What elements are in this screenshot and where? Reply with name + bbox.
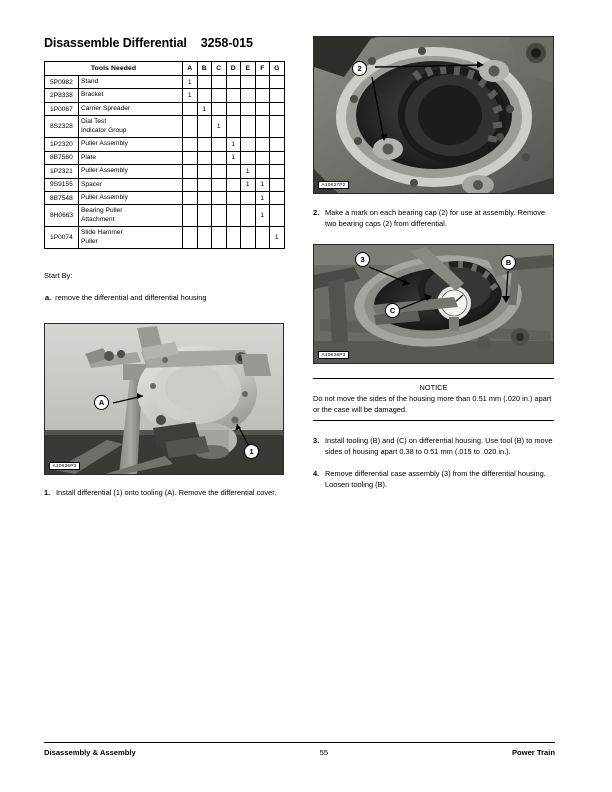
- tool-qty-e: [241, 191, 256, 204]
- tool-qty-e: [241, 151, 256, 164]
- tool-qty-d: [226, 227, 241, 249]
- table-row: [45, 227, 285, 249]
- column-header-f: F: [255, 62, 270, 76]
- tool-qty-a: [183, 138, 198, 151]
- right-column: [313, 36, 554, 490]
- tool-qty-a: [183, 178, 198, 191]
- tool-qty-e: [241, 89, 256, 102]
- start-by-item-marker: a.: [45, 293, 52, 303]
- tool-qty-c: [212, 165, 227, 178]
- figure-id-label: A10636P3: [49, 462, 80, 470]
- figure-spreader-installed-image: [314, 245, 554, 364]
- page-title-text: Disassemble Differential: [44, 36, 187, 50]
- page-footer: [44, 748, 555, 757]
- table-row: [45, 205, 285, 227]
- tool-part-number: 1P2320: [45, 138, 79, 151]
- callout-b: B: [501, 255, 516, 270]
- tool-qty-e: [241, 116, 256, 138]
- tool-qty-g: [270, 102, 285, 115]
- tool-name: Puller Assembly: [79, 191, 183, 204]
- column-header-b: B: [197, 62, 212, 76]
- tool-name: Puller Assembly: [79, 165, 183, 178]
- column-header-c: C: [212, 62, 227, 76]
- column-header-a: A: [183, 62, 198, 76]
- tool-qty-d: 1: [226, 151, 241, 164]
- tool-qty-b: [197, 165, 212, 178]
- tool-qty-e: 1: [241, 165, 256, 178]
- tool-qty-c: [212, 151, 227, 164]
- step-1: [44, 488, 284, 499]
- tool-qty-b: [197, 191, 212, 204]
- tool-qty-g: [270, 165, 285, 178]
- tool-part-number: 9S9155: [45, 178, 79, 191]
- tool-qty-d: [226, 205, 241, 227]
- tool-qty-d: [226, 165, 241, 178]
- page-title: [44, 36, 284, 50]
- tool-qty-f: [255, 76, 270, 89]
- tool-qty-e: [241, 227, 256, 249]
- tool-qty-d: [226, 76, 241, 89]
- tool-name: Stand: [79, 76, 183, 89]
- tool-qty-e: [241, 76, 256, 89]
- callout-3: 3: [355, 252, 370, 267]
- tool-qty-g: [270, 116, 285, 138]
- procedure-code: 3258-015: [200, 36, 253, 50]
- tool-part-number: 1P0067: [45, 102, 79, 115]
- tools-needed-header: Tools Needed: [45, 62, 183, 76]
- callout-a: A: [94, 395, 109, 410]
- tool-name: Bracket: [79, 89, 183, 102]
- tool-part-number: 2P8338: [45, 89, 79, 102]
- tool-qty-e: 1: [241, 178, 256, 191]
- tool-qty-a: [183, 116, 198, 138]
- tool-qty-g: [270, 76, 285, 89]
- tool-qty-b: 1: [197, 102, 212, 115]
- tool-part-number: 8S2328: [45, 116, 79, 138]
- step-1-text: Install differential (1) onto tooling (A). Remove the differential cover.: [56, 488, 277, 498]
- tool-qty-d: [226, 191, 241, 204]
- footer-page-number: 55: [319, 748, 329, 757]
- tool-qty-a: [183, 205, 198, 227]
- tool-qty-d: [226, 89, 241, 102]
- notice-box: [313, 378, 554, 421]
- tool-qty-a: [183, 165, 198, 178]
- start-by-label: Start By:: [44, 271, 73, 281]
- tool-qty-c: [212, 205, 227, 227]
- start-by-item-text: remove the differential and differential housing: [55, 293, 207, 303]
- tool-name: Bearing Puller Attachment: [79, 205, 183, 227]
- figure-bearing-caps: [313, 36, 554, 194]
- table-row: [45, 89, 285, 102]
- figure-id-label: A10637P2: [318, 181, 349, 189]
- callout-2: 2: [352, 61, 367, 76]
- tool-qty-g: [270, 178, 285, 191]
- step-2-number: 2.: [313, 208, 320, 217]
- tool-qty-c: [212, 138, 227, 151]
- tool-qty-f: [255, 165, 270, 178]
- table-row: [45, 102, 285, 115]
- step-4: [313, 469, 554, 490]
- tool-qty-c: [212, 178, 227, 191]
- column-header-d: D: [226, 62, 241, 76]
- tool-name: Spacer: [79, 178, 183, 191]
- tool-qty-c: [212, 89, 227, 102]
- figure-differential-on-stand: [44, 323, 284, 475]
- tool-qty-b: [197, 151, 212, 164]
- tool-qty-b: [197, 178, 212, 191]
- tool-qty-f: 1: [255, 205, 270, 227]
- column-header-e: E: [241, 62, 256, 76]
- step-2: [313, 208, 554, 229]
- notice-title: NOTICE: [419, 383, 448, 393]
- tool-name: Carrier Spreader: [79, 102, 183, 115]
- tool-qty-a: [183, 102, 198, 115]
- footer-divider: [44, 742, 555, 743]
- tool-qty-g: [270, 138, 285, 151]
- table-row: [45, 191, 285, 204]
- tool-qty-b: [197, 227, 212, 249]
- tool-qty-f: [255, 151, 270, 164]
- tool-qty-d: [226, 102, 241, 115]
- tool-part-number: 1P2321: [45, 165, 79, 178]
- tool-qty-e: [241, 205, 256, 227]
- tool-qty-b: [197, 76, 212, 89]
- tool-qty-f: 1: [255, 178, 270, 191]
- tool-qty-a: 1: [183, 89, 198, 102]
- tool-qty-a: [183, 227, 198, 249]
- tool-part-number: 1P0074: [45, 227, 79, 249]
- figure-bearing-caps-image: [314, 37, 554, 194]
- start-by-section: [44, 271, 284, 303]
- table-row: [45, 165, 285, 178]
- start-by-item: [44, 293, 284, 303]
- footer-system-title: Power Train: [511, 748, 555, 757]
- figure-id-label: A10638P3: [318, 351, 349, 359]
- tool-qty-b: [197, 205, 212, 227]
- tool-part-number: 8H0663: [45, 205, 79, 227]
- tool-qty-g: 1: [270, 227, 285, 249]
- tool-qty-f: [255, 227, 270, 249]
- step-1-number: 1.: [44, 488, 51, 498]
- notice-text: Do not move the sides of the housing more than 0.51 mm (.020 in.) apart or the case will be damaged.: [313, 394, 552, 414]
- tool-qty-d: 1: [226, 138, 241, 151]
- figure-spreader-installed: [313, 244, 554, 364]
- left-column: [44, 36, 284, 499]
- column-header-g: G: [270, 62, 285, 76]
- step-3: [313, 436, 554, 457]
- tool-name: Slide Hammer Puller: [79, 227, 183, 249]
- tool-qty-g: [270, 205, 285, 227]
- tool-qty-c: 1: [212, 116, 227, 138]
- tool-name: Plate: [79, 151, 183, 164]
- callout-1: 1: [244, 444, 259, 459]
- tools-table-body: [45, 76, 285, 249]
- tool-qty-f: [255, 102, 270, 115]
- table-row: [45, 151, 285, 164]
- tool-qty-d: [226, 178, 241, 191]
- tool-qty-g: [270, 151, 285, 164]
- tool-qty-c: [212, 102, 227, 115]
- step-3-text: Install tooling (B) and (C) on differential housing. Use tool (B) to move sides of housing apart 0.38 to 0.51 mm (.015 to .020 in.).: [325, 436, 553, 456]
- tool-qty-f: [255, 116, 270, 138]
- tool-qty-a: [183, 151, 198, 164]
- tool-part-number: 8B7548: [45, 191, 79, 204]
- tool-qty-b: [197, 138, 212, 151]
- step-3-number: 3.: [313, 436, 320, 446]
- tool-qty-b: [197, 116, 212, 138]
- tool-qty-e: [241, 102, 256, 115]
- table-row: [45, 116, 285, 138]
- footer-section-title: Disassembly & Assembly: [44, 748, 136, 757]
- tool-qty-a: [183, 191, 198, 204]
- tool-qty-g: [270, 89, 285, 102]
- tool-part-number: 8B7560: [45, 151, 79, 164]
- step-2-text: Make a mark on each bearing cap (2) for use at assembly. Remove two bearing caps (2) from differential.: [325, 208, 546, 228]
- tool-qty-c: [212, 76, 227, 89]
- tool-name: Dial Test Indicator Group: [79, 116, 183, 138]
- table-row: [45, 178, 285, 191]
- tool-qty-f: [255, 89, 270, 102]
- step-4-text: Remove differential case assembly (3) from the differential housing. Loosen tooling (B).: [325, 469, 546, 489]
- tool-name: Puller Assembly: [79, 138, 183, 151]
- tool-qty-c: [212, 227, 227, 249]
- table-row: [45, 138, 285, 151]
- step-4-number: 4.: [313, 469, 320, 479]
- table-row: [45, 76, 285, 89]
- tool-qty-f: [255, 138, 270, 151]
- table-header-row: [45, 62, 285, 76]
- tool-qty-g: [270, 191, 285, 204]
- tool-qty-f: 1: [255, 191, 270, 204]
- callout-c: C: [385, 303, 400, 318]
- tools-needed-table: [44, 61, 285, 249]
- tool-qty-b: [197, 89, 212, 102]
- tool-qty-d: [226, 116, 241, 138]
- tool-qty-a: 1: [183, 76, 198, 89]
- tool-part-number: 5P0982: [45, 76, 79, 89]
- tool-qty-e: [241, 138, 256, 151]
- tool-qty-c: [212, 191, 227, 204]
